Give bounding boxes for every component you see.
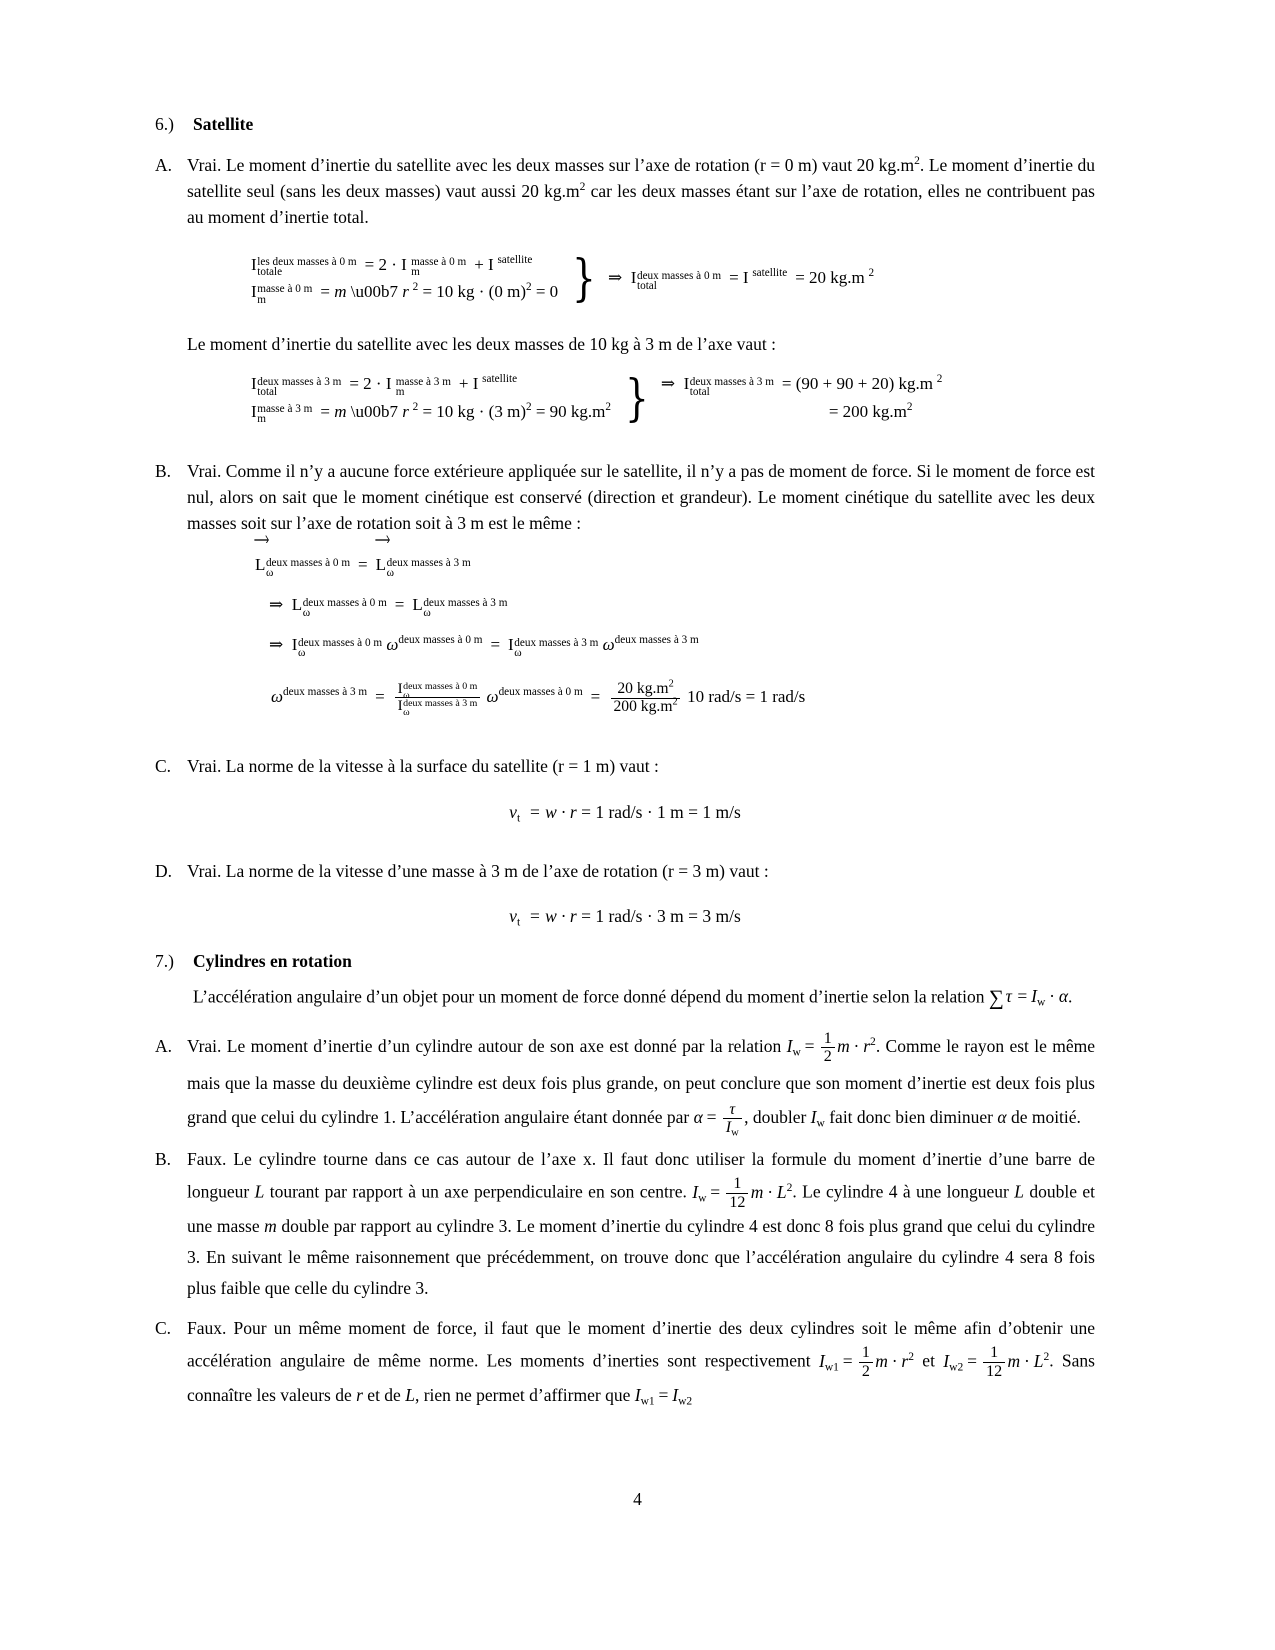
fraction-one-twelfth-2: $\frac{1}{12}$	[983, 1344, 1005, 1380]
item-6c-label: C.	[155, 755, 172, 776]
equation-Iw2: $I_{w2}$ = $\frac{1}{12}$ $m \cdot L^2$	[943, 1344, 1050, 1380]
item-7b-label: B.	[155, 1149, 172, 1170]
section-7-intro-period: .	[1068, 986, 1073, 1007]
momentum-line-4: $\omega^{deux masses à 3 m}$ = I deux masses à 0 m ω I deux masses à 3 m ω $\omega^{deux masses à 0 m}$ = $\frac{20 kg.m^2}{200 kg.m^2}$ 10 rad/s = 1 rad/s	[271, 678, 806, 719]
item-7c-body	[187, 1313, 1095, 1412]
item-7a-text-4: fait donc bien diminuer	[824, 1106, 998, 1127]
section-6-heading	[155, 112, 1095, 137]
fraction-tau-over-Iw: $\frac{\tau}{I_w}$	[723, 1101, 742, 1137]
equation-inertia-0m: I les deux masses à 0 m totale = 2 · I masse à 0 m m + I $^{satellite}$ I masse à 0 m m = m \u00b7 r $^2$ = 10 kg · (0 m)$^2$ = 0 } ⇒ I deux masses à 0 m total = I $^{satellite}$ = 20 kg.m $^2$	[251, 249, 875, 308]
section-7-intro-body	[193, 983, 1095, 1013]
item-7b-text-5: double par rapport au cylindre 3. Le moment d’inertie du cylindre 4 est donc 8 fois plus grand que celui du cylindre 3. En suivant le même raisonnement que précédemment, on trouve donc que l’accélération angulaire du cylindre 4 sera 8 fois plus faible que celle du cylindre 3.	[187, 1216, 1095, 1299]
equation-1-left	[251, 251, 558, 306]
item-6d	[155, 859, 1095, 885]
equation-1-row-1: I les deux masses à 0 m totale = 2 · I masse à 0 m m + I $^{satellite}$	[251, 253, 533, 279]
fraction-one-half-2: $\frac{1}{2}$	[859, 1344, 873, 1380]
vector-arrow-icon	[254, 534, 269, 543]
vector-arrow-icon-2	[375, 534, 390, 543]
equation-inertia-3m: I deux masses à 3 m total = 2 · I masse à 3 m m + I $^{satellite}$ I masse à 3 m m = m \u00b7 r $^2$ = 10 kg · (3 m)$^2$ = 90 $kg.m^2$ } ⇒ I deux masses à 3 m total = (90 + 90 + 20) kg.m $^2$ = 200 $kg.m^2$	[251, 368, 943, 427]
momentum-line-3: ⇒ I deux masses à 0 m ω $\omega^{deux masses à 0 m} = I$ deux masses à 3 m ω $\omega^{deux masses à 3 m}$	[269, 634, 699, 659]
item-7a-label: A.	[155, 1036, 173, 1057]
fraction-one-twelfth: $\frac{1}{12}$	[726, 1175, 748, 1211]
item-6a-mid-text	[155, 332, 1095, 358]
item-7c-text-5: , rien ne permet d’affirmer que	[414, 1385, 635, 1406]
item-6b-body: Vrai. Comme il n’y a aucune force extérieure appliquée sur le satellite, il n’y a pas de moment de force. Si le moment de force est nul, alors on sait que le moment cinétique est conservé (direction et grandeur). Le moment cinétique du satellite avec les deux masses soit sur l’axe de rotation soit à 3 m est le même :	[187, 461, 1095, 533]
symbol-m: m	[264, 1216, 277, 1237]
section-6-number: 6.)	[155, 114, 174, 134]
item-6a-label: A.	[155, 155, 173, 176]
symbol-r: r	[356, 1385, 363, 1406]
item-6d-label: D.	[155, 860, 173, 881]
item-7c-text-3: . Sans connaître les valeurs de	[187, 1350, 1095, 1406]
equation-2-row-1: I deux masses à 3 m total = 2 · I masse à 3 m m + I $^{satellite}$	[251, 373, 518, 398]
item-6d-body: Vrai. La norme de la vitesse d’une masse à 3 m de l’axe de rotation (r = 3 m) vaut :	[187, 860, 769, 881]
item-7c-text-2: et	[913, 1350, 944, 1371]
equation-2-left	[251, 370, 611, 425]
section-7-title: Cylindres en rotation	[193, 951, 352, 972]
item-7a-body: Vrai. Le moment d’inertie d’un cylindre autour de son axe est donné par la relation $I_w$ = $\frac{1}{2}$ $m \cdot r^2$. Comme le rayon est le même mais que la masse du deuxième cylindre est deux fois plus grande, on peut conclure que son moment d’inertie est deux fois plus grand que celui du cylindre 1. L’accélération angulaire étant donnée par α = $\frac{\tau}{I_w}$ , doubler $I_w$ fait donc bien diminuer α de moitié.	[187, 1029, 1096, 1139]
equation-1-row-2: I masse à 0 m m = m \u00b7 r $^2$ = 10 kg · (0 m)$^2$ = 0	[251, 281, 559, 306]
item-6a-body: Vrai. Le moment d’inertie du satellite avec les deux masses sur l’axe de rotation (r = 0 m) vaut 20 $kg.m^2$. Le moment d’inertie du satellite seul (sans les deux masses) vaut aussi 20 $kg.m^2$ car les deux masses étant sur l’axe de rotation, elles ne contribuent pas au moment d’inertie total.	[187, 155, 1095, 227]
item-6b	[155, 459, 1095, 536]
equation-velocity-surface: $v_t = w \cdot r = 1$ rad/s · 1 m = 1 m/s	[509, 801, 741, 825]
item-6b-label: B.	[155, 461, 172, 482]
fraction-inertia-values: $\frac{20 kg.m^2}{200 kg.m^2}$	[611, 681, 681, 716]
item-6a-text-2: . Le moment d’inertie du satellite seul (sans les deux masses) vaut aussi 20 kg.m	[187, 155, 1095, 202]
section-7-heading	[155, 949, 1095, 974]
item-7c-text-1: Faux. Pour un même moment de force, il faut que le moment d’inertie des deux cylindres soit le même afin d’obtenir une accélération angulaire de même norme. Les moments d’inerties sont respectivement	[187, 1317, 1095, 1371]
equation-bar-inertia: $I_w$ = $\frac{1}{12}$ $m \cdot L^2$	[692, 1175, 793, 1211]
item-7b-text-4: double et une masse	[187, 1181, 1095, 1237]
fraction-one-half: $\frac{1}{2}$	[821, 1030, 835, 1066]
equation-velocity-mass: $v_t = w \cdot r = 1$ rad/s · 3 m = 3 m/s	[509, 906, 741, 930]
item-6a	[155, 153, 1095, 230]
item-7a-text-3: , doubler	[744, 1106, 811, 1127]
item-7b	[155, 1144, 1095, 1304]
item-7b-body	[187, 1144, 1095, 1304]
equation-2-row-2: I masse à 3 m m = m \u00b7 r $^2$ = 10 kg · (3 m)$^2$ = 90 $kg.m^2$	[251, 400, 612, 426]
fraction-inertia-ratio: I deux masses à 0 m ω I deux masses à 3 m ω	[395, 681, 480, 714]
page-content	[155, 112, 1095, 1412]
equation-2-result: ⇒ I deux masses à 3 m total = (90 + 90 + 20) kg.m $^2$ = 200 $kg.m^2$	[660, 373, 943, 421]
symbol-L-2: L	[1014, 1181, 1024, 1202]
equation-angular-momentum	[255, 545, 1095, 666]
item-7c-label: C.	[155, 1317, 172, 1338]
item-7a-text-2: . Comme le rayon est le même mais que la masse du deuxième cylindre est deux fois plus grande, on peut conclure que son moment d’inertie est deux fois plus grand que celui du cylindre 1. L’accélération angulaire étant donnée par	[187, 1036, 1096, 1127]
equation-Iw1: $I_{w1}$ = $\frac{1}{2}$ $m \cdot r^2$	[819, 1344, 914, 1380]
equation-torque-relation: ∑ $\tau = I_w \cdot \alpha$	[988, 985, 1069, 1010]
item-7c	[155, 1313, 1095, 1412]
momentum-line-2: ⇒ L deux masses à 0 m ω = L deux masses à 3 m ω	[269, 595, 508, 619]
momentum-line-1: L deux masses à 0 m ω = L deux masses à 3 m ω	[255, 545, 1095, 586]
item-6a-mid-paragraph: Le moment d’inertie du satellite avec les deux masses de 10 kg à 3 m de l’axe vaut :	[187, 333, 776, 354]
equation-Iw1-eq-Iw2: $I_{w1} = I_{w2}$	[634, 1385, 693, 1408]
section-7-intro	[155, 983, 1095, 1013]
item-7b-text-2: tourant par rapport à un axe perpendiculaire en son centre.	[264, 1181, 693, 1202]
section-7-number: 7.)	[155, 951, 174, 972]
section-7-intro-text: L’accélération angulaire d’un objet pour un moment de force donné dépend du moment d’inertie selon la relation	[193, 986, 989, 1007]
item-6c-body: Vrai. La norme de la vitesse à la surface du satellite (r = 1 m) vaut :	[187, 755, 659, 776]
section-6-title: Satellite	[193, 114, 254, 134]
page-number: 4	[633, 1489, 642, 1509]
equation-cylinder-inertia: $I_w$ = $\frac{1}{2}$ $m \cdot r^2$	[786, 1029, 876, 1066]
item-7a	[155, 1029, 1096, 1139]
item-7a-text-5: de moitié.	[1006, 1106, 1081, 1127]
item-7a-text-1: Vrai. Le moment d’inertie d’un cylindre autour de son axe est donné par la relation	[187, 1036, 787, 1057]
symbol-Iw: I	[810, 1106, 817, 1127]
symbol-alpha: α	[997, 1106, 1007, 1127]
item-7b-text-3: . Le cylindre 4 à une longueur	[792, 1181, 1015, 1202]
equation-1-result: ⇒ I deux masses à 0 m total = I $^{satellite}$ = 20 kg.m $^2$	[608, 267, 875, 292]
symbol-L-1: L	[254, 1181, 265, 1202]
equation-alpha-tau: α = $\frac{\tau}{I_w}$	[694, 1107, 744, 1127]
symbol-L-3: L	[405, 1385, 415, 1406]
item-7b-text-1: Faux. Le cylindre tourne dans ce cas autour de l’axe x. Il faut donc utiliser la formule du moment d’inertie d’une barre de longueur	[187, 1149, 1095, 1202]
item-6c	[155, 754, 1095, 780]
item-6a-text-1: Vrai. Le moment d’inertie du satellite avec les deux masses sur l’axe de rotation (r = 0 m) vaut 20 kg.m	[187, 155, 915, 176]
item-7c-text-4: et de	[362, 1385, 406, 1406]
item-6a-text-3: car les deux masses étant sur l’axe de rotation, elles ne contribuent pas au moment d’inertie total.	[187, 181, 1095, 227]
